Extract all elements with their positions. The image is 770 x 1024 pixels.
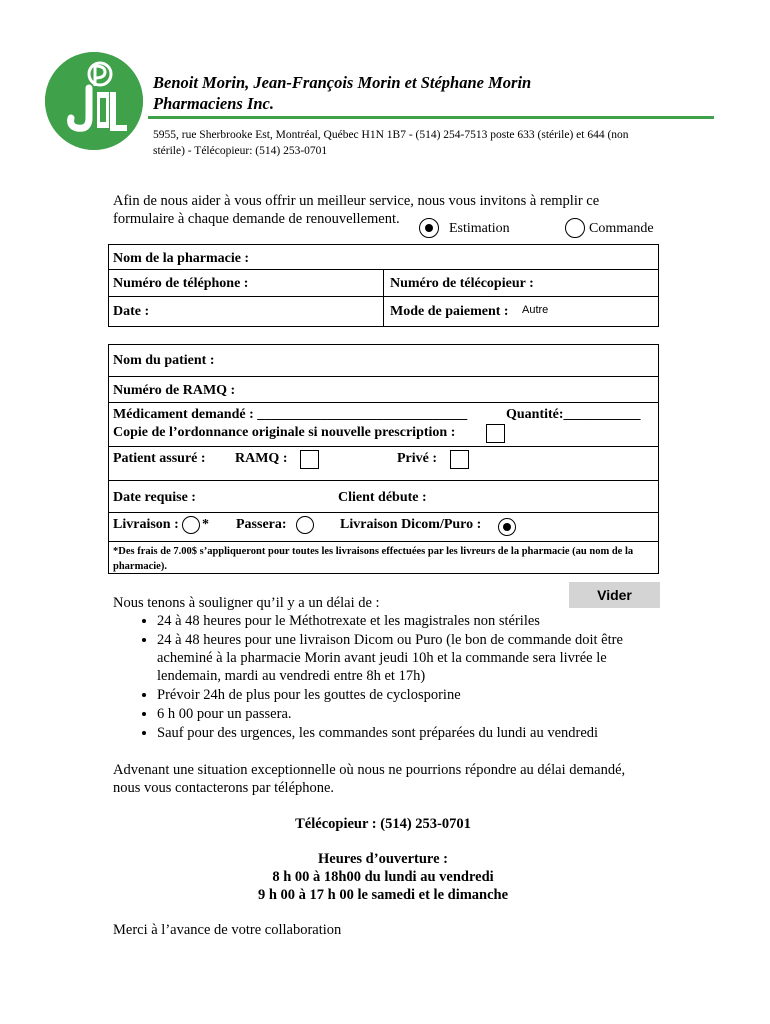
list-item: • Prévoir 24h de plus pour les gouttes de cyclosporine [157,686,657,704]
exceptional-line1: Advenant une situation exceptionnelle où nous ne pourrions répondre au délai demandé, [113,762,626,778]
pickup-label: Passera: [236,517,287,532]
hours-title: Heures d’ouverture : [318,851,448,867]
company-name-line2: Pharmaciens Inc. [153,94,275,113]
column-divider [383,269,384,327]
drug-requested-label: Médicament demandé : ______________________________ [113,407,468,422]
exceptional-line2: nous vous contacterons par téléphone. [113,780,335,796]
exceptional-note [113,761,673,797]
list-item: • 24 à 48 heures pour une livraison Dicom ou Puro (le bon de commande doit être acheminé à la pharmacie Morin avant jeudi 10h et la commande sera livrée le lendemain, mardi au vendredi entre 8h et 17h) [157,631,657,685]
hours-weekday: 8 h 00 à 18h00 du lundi au vendredi [272,869,494,885]
intro-line2: formulaire à chaque demande de renouvellement. [113,211,400,227]
estimation-radio[interactable] [419,218,439,238]
logo-mark-icon [45,52,143,150]
commande-label: Commande [589,221,654,236]
quantity-label: Quantité:___________ [506,407,641,422]
payment-select[interactable]: Autre [522,304,549,316]
company-name-line1: Benoit Morin, Jean-François Morin et Stéphane Morin [153,73,532,92]
phone-label: Numéro de téléphone : [113,276,249,291]
row-divider [108,541,659,542]
original-copy-checkbox[interactable] [486,424,505,443]
row-divider [108,402,659,403]
ramq-option-label: RAMQ : [235,451,288,466]
insured-patient-label: Patient assuré : [113,451,206,466]
original-copy-label: Copie de l’ordonnance originale si nouvelle prescription : [113,425,456,440]
thanks-text: Merci à l’avance de votre collaboration [113,922,342,938]
dicom-delivery-radio[interactable] [498,518,516,536]
delay-intro: Nous tenons à souligner qu’il y a un délai de : [113,595,380,611]
delivery-label: Livraison : [113,517,179,532]
dicom-delivery-label: Livraison Dicom/Puro : [340,517,482,532]
intro-text [113,192,643,228]
hours-weekend: 9 h 00 à 17 h 00 le samedi et le dimanche [257,887,509,903]
radio-selected-dot [425,224,433,232]
delivery-radio[interactable] [182,516,200,534]
intro-line1: Afin de nous aider à vous offrir un meilleur service, nous vous invitons à remplir ce [113,193,600,209]
pickup-radio[interactable] [296,516,314,534]
company-address [153,127,693,159]
patient-name-label: Nom du patient : [113,353,215,368]
private-checkbox[interactable] [450,450,469,469]
estimation-label: Estimation [449,221,510,236]
list-item: • Sauf pour des urgences, les commandes sont préparées du lundi au vendredi [157,724,657,742]
delivery-fee-star: * [202,517,209,532]
address-line2: stérile) - Télécopieur: (514) 253-0701 [153,145,328,157]
row-divider [108,446,659,447]
client-starts-label: Client débute : [338,490,427,505]
list-item: • 6 h 00 pour un passera. [157,705,657,723]
row-divider [108,512,659,513]
footer-fax: Télécopieur : (514) 253-0701 [295,816,471,832]
address-line1: 5955, rue Sherbrooke Est, Montréal, Québec H1N 1B7 - (514) 254-7513 poste 633 (stérile) et 644 (non [153,129,629,141]
delivery-fee-note: *Des frais de 7.00$ s’appliqueront pour toutes les livraisons effectuées par les livreurs de la pharmacie (au nom de la pharmacie). [113,546,634,572]
commande-radio[interactable] [565,218,585,238]
private-option-label: Privé : [397,451,438,466]
clear-button[interactable]: Vider [569,582,660,608]
company-name [153,72,531,114]
date-label: Date : [113,304,150,319]
header-divider [148,116,714,119]
row-divider [108,376,659,377]
row-divider [108,480,659,481]
delay-list [113,612,657,743]
list-item: • 24 à 48 heures pour le Méthotrexate et les magistrales non stériles [157,612,657,630]
radio-selected-dot [503,523,511,531]
ramq-number-label: Numéro de RAMQ : [113,383,236,398]
payment-label: Mode de paiement : [390,304,509,319]
pharmacy-name-label: Nom de la pharmacie : [113,251,250,266]
date-required-label: Date requise : [113,490,196,505]
ramq-checkbox[interactable] [300,450,319,469]
fax-label: Numéro de télécopieur : [390,276,534,291]
pharmacy-logo [45,52,143,150]
